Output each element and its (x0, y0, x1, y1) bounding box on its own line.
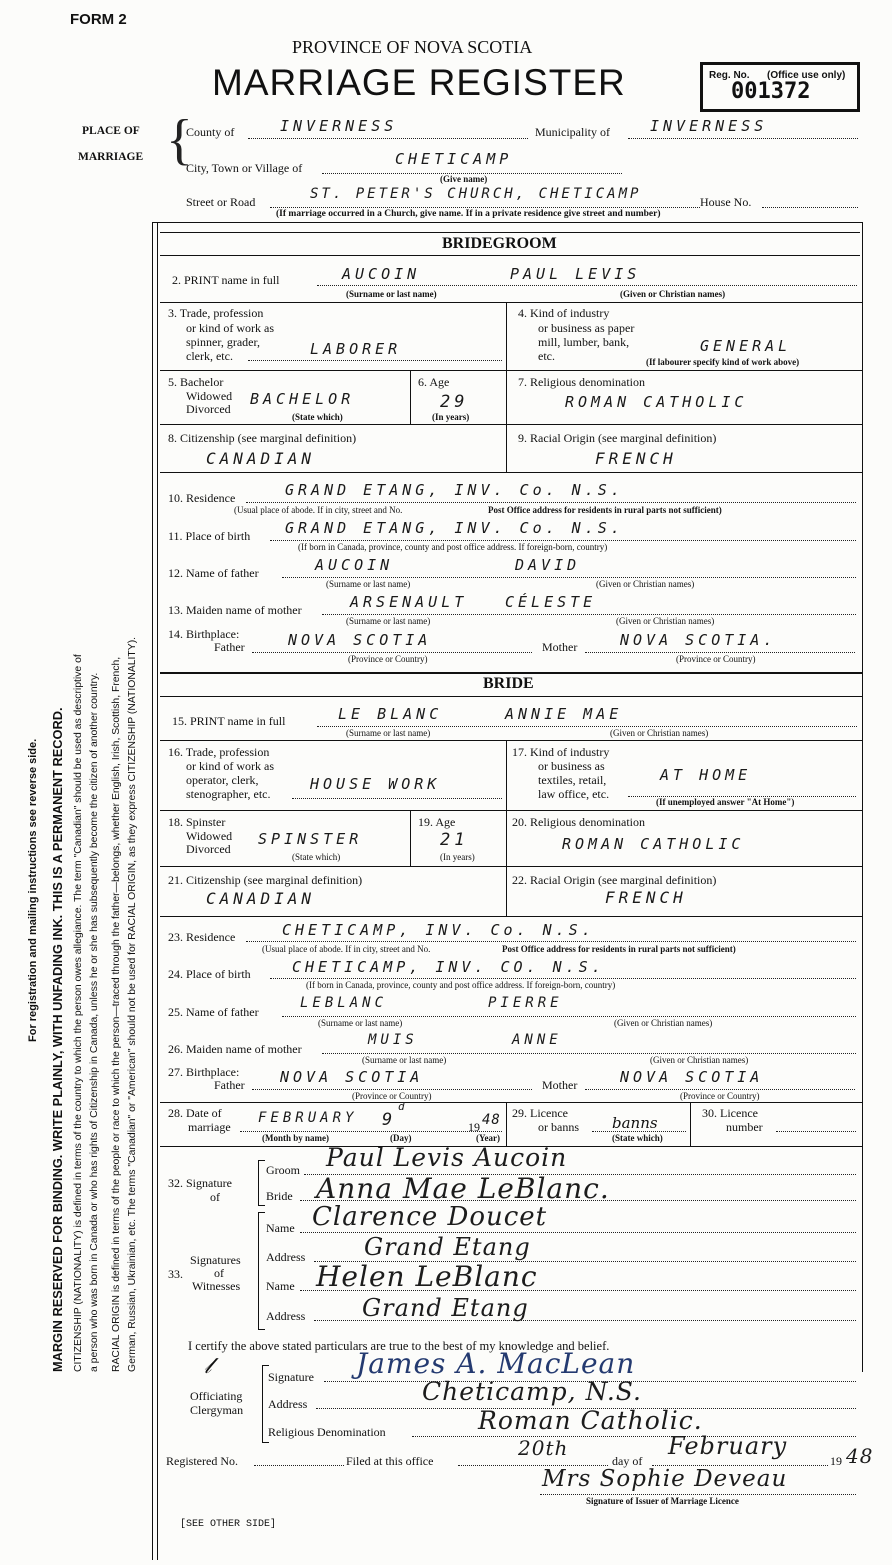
bride-father-line (282, 1016, 856, 1017)
groom-l4-cap: (If labourer specify kind of work above) (646, 357, 800, 367)
street-value: ST. PETER'S CHURCH, CHETICAMP (310, 186, 642, 202)
bride-trade-line (292, 798, 502, 799)
margin-instructions: For registration and mailing instructions see reverse side. (27, 738, 39, 1042)
groom-mother-prov-cap: (Province or Country) (676, 654, 756, 664)
witness-label-a: Signatures (190, 1253, 241, 1267)
licence-l29a: 29. Licence (512, 1106, 568, 1120)
groom-l8: 8. Citizenship (see marginal definition) (168, 431, 357, 445)
municipality-line (628, 138, 858, 139)
groom-mother-surname-cap: (Surname or last name) (346, 616, 431, 626)
reg-no-label: Reg. No. (709, 70, 750, 81)
bride-l27: 27. Birthplace: (168, 1065, 240, 1079)
bride-l24: 24. Place of birth (168, 967, 251, 981)
clergy-label-a: Officiating (190, 1389, 243, 1403)
groom-father-bp-label: Father (214, 640, 245, 654)
bride-l25: 25. Name of father (168, 1005, 259, 1019)
bride-birthplace: CHETICAMP, INV. CO. N.S. (292, 958, 605, 976)
w2-addr-label: Address (266, 1309, 306, 1323)
marriage-month: FEBRUARY (258, 1110, 358, 1126)
issuer-line (540, 1494, 856, 1495)
groom-res-line (246, 502, 856, 503)
bride-mother-prov-cap: (Province or Country) (680, 1091, 760, 1101)
bride-l18b: Widowed (186, 829, 233, 843)
witness2-name: Helen LeBlanc (316, 1260, 538, 1293)
bride-l22: 22. Racial Origin (see marginal definition) (512, 873, 717, 887)
groom-l2-text: 2. PRINT name in full (172, 273, 280, 287)
groom-row5-div2 (506, 370, 507, 424)
clergy-sig-label: Signature (268, 1370, 314, 1384)
witness1-name: Clarence Doucet (312, 1202, 548, 1232)
witness-label-b: of (214, 1266, 224, 1280)
reg-no-box (700, 62, 860, 112)
bride-row18-div2 (506, 810, 507, 866)
groom-father-prov-cap: (Province or Country) (348, 654, 428, 664)
margin-binding: MARGIN RESERVED FOR BINDING. WRITE PLAINLY, WITH UNFADING INK. THIS IS A PERMANENT RECORD. (50, 707, 65, 1372)
bride-residence: CHETICAMP, INV. Co. N.S. (282, 921, 595, 939)
bride-mother-bp-label: Mother (542, 1078, 578, 1092)
day-of-label: day of (612, 1454, 643, 1468)
groom-father-given-cap: (Given or Christian names) (596, 579, 695, 589)
groom-trade: LABORER (310, 340, 402, 358)
bride-res-cap-a: (Usual place of abode. If in city, street and No. (262, 944, 431, 954)
bride-given: ANNIE MAE (505, 705, 623, 723)
bride-industry: AT HOME (660, 766, 752, 784)
groom-religion: ROMAN CATHOLIC (565, 393, 748, 411)
issuer-caption: Signature of Issuer of Marriage Licence (586, 1496, 739, 1506)
city-label: City, Town or Village of (186, 161, 303, 175)
clergy-address: Cheticamp, N.S. (422, 1377, 642, 1406)
bride-res-cap-b: Post Office address for residents in rural parts not sufficient) (502, 944, 736, 954)
issuer-signature: Mrs Sophie Deveau (542, 1466, 788, 1492)
sig-l33: 33. (168, 1267, 183, 1281)
groom-l3c: spinner, grader, (186, 335, 261, 349)
bride-mother-birthplace: NOVA SCOTIA (620, 1068, 764, 1086)
groom-signature: Paul Levis Aucoin (326, 1143, 568, 1172)
groom-l14: 14. Birthplace: (168, 627, 240, 641)
filed-day: 20th (518, 1436, 569, 1460)
bride-mother-line (322, 1053, 856, 1054)
bride-l17c: textiles, retail, (538, 773, 607, 787)
bride-father-bp-label: Father (214, 1078, 245, 1092)
house-label: House No. (700, 195, 752, 209)
county-label: County of (186, 125, 235, 139)
sig-l32: 32. Signature (168, 1176, 232, 1190)
bride-father-bp-line (252, 1089, 532, 1090)
bride-l21: 21. Citizenship (see marginal definition) (168, 873, 363, 887)
groom-heading: BRIDEGROOM (442, 235, 557, 252)
groom-l2 (172, 274, 279, 286)
street-label: Street or Road (186, 195, 256, 209)
bride-l17d: law office, etc. (538, 787, 610, 801)
see-other-side: [SEE OTHER SIDE] (180, 1519, 277, 1530)
city-value: CHETICAMP (395, 150, 513, 168)
bride-signature: Anna Mae LeBlanc. (316, 1172, 610, 1205)
bride-l16a: 16. Trade, profession (168, 745, 270, 759)
groom-residence: GRAND ETANG, INV. Co. N.S. (285, 481, 624, 499)
bride-l26: 26. Maiden name of mother (168, 1042, 302, 1056)
groom-mother-given-cap: (Given or Christian names) (616, 616, 715, 626)
witness1-address: Grand Etang (364, 1233, 531, 1261)
municipality-label: Municipality of (535, 125, 610, 139)
groom-birth-cap: (If born in Canada, province, county and post office address. If foreign-born, country) (298, 542, 608, 552)
groom-row5-top (160, 370, 862, 371)
groom-mother-line (322, 614, 856, 615)
bride-l17-cap: (If unemployed answer "At Home") (656, 797, 795, 807)
give-name-caption: (Give name) (440, 174, 488, 184)
date-l28b: marriage (188, 1120, 231, 1134)
house-line (762, 207, 858, 208)
marriage-label: MARRIAGE (78, 151, 144, 163)
margin-racial-1: RACIAL ORIGIN is defined in terms of the people or race to which the person—traced through the father—belongs, whether English, Irish, Scottish, French, (111, 656, 122, 1372)
date-row-div1 (506, 1102, 507, 1146)
bride-row18-div1 (410, 810, 411, 866)
groom-row3-top (160, 302, 862, 303)
place-of-label: PLACE OF (82, 125, 140, 137)
bride-l18a: 18. Spinster (168, 815, 226, 829)
sig-bracket-1 (258, 1160, 265, 1206)
margin-citizenship-2: a person who was born in Canada or who has rights of Citizenship in Canada, unless he or she has subsequently become the citizen of another country. (89, 672, 100, 1372)
bride-surname-cap: (Surname or last name) (346, 728, 431, 738)
municipality-value: INVERNESS (650, 117, 768, 135)
bride-religion: ROMAN CATHOLIC (562, 835, 745, 853)
groom-father-bp-line (252, 652, 532, 653)
county-line (248, 138, 528, 139)
groom-mother-bp-line (585, 652, 855, 653)
date-day-cap: (Day) (390, 1133, 412, 1143)
bride-father-given: PIERRE (488, 995, 563, 1011)
bride-l16b: or kind of work as (186, 759, 274, 773)
bride-res-line (246, 941, 856, 942)
licence-l30a: 30. Licence (702, 1106, 758, 1120)
bride-mother-given-cap: (Given or Christian names) (650, 1055, 749, 1065)
groom-sig-label: Groom (266, 1163, 300, 1177)
groom-row8-top (160, 424, 862, 425)
date-line (240, 1131, 502, 1132)
groom-given: PAUL LEVIS (510, 265, 641, 283)
reg-no-value: 001372 (731, 79, 811, 104)
bride-name-line (317, 726, 857, 727)
bride-state-cap: (State which) (292, 852, 341, 862)
groom-state-cap: (State which) (292, 412, 343, 422)
groom-l5a: 5. Bachelor (168, 375, 224, 389)
frame-top (152, 222, 862, 223)
witness-label-c: Witnesses (192, 1279, 241, 1293)
groom-name-line (317, 285, 857, 286)
bride-birth-cap: (If born in Canada, province, county and post office address. If foreign-born, country) (306, 980, 616, 990)
bride-father-surname: LEBLANC (300, 995, 388, 1011)
groom-mother-bp-label: Mother (542, 640, 578, 654)
province-heading: PROVINCE OF NOVA SCOTIA (292, 37, 533, 57)
groom-res-cap-b: Post Office address for residents in rural parts not sufficient) (488, 505, 722, 515)
w2-name-label: Name (266, 1279, 295, 1293)
bride-mother-bp-line (585, 1089, 855, 1090)
bride-l19: 19. Age (418, 815, 456, 829)
frame-right (862, 222, 863, 1372)
groom-l5b: Widowed (186, 389, 233, 403)
groom-mother-birthplace: NOVA SCOTIA. (620, 631, 777, 649)
bride-status: SPINSTER (258, 830, 363, 848)
brace: { (166, 109, 193, 171)
margin-racial-2: German, Russian, Ukrainian, etc. The terms "Canadian" or "American" should not be used for RACIAL ORIGIN, as they express CITIZENSHIP (NATIONALITY). (127, 636, 138, 1372)
bride-origin: FRENCH (605, 888, 687, 907)
clergy-label-b: Clergyman (190, 1403, 244, 1417)
groom-industry: GENERAL (700, 337, 792, 355)
licence-no-line (776, 1131, 856, 1132)
marriage-year: 48 (482, 1112, 501, 1128)
groom-row5-div1 (410, 370, 411, 424)
bride-surname: LE BLANC (338, 705, 443, 723)
groom-citizenship: CANADIAN (206, 449, 316, 468)
bride-row16-top (160, 740, 862, 741)
groom-surname-cap: (Surname or last name) (346, 289, 437, 299)
groom-l12: 12. Name of father (168, 566, 259, 580)
groom-l3b: or kind of work as (186, 321, 274, 335)
groom-father-surname-cap: (Surname or last name) (326, 579, 411, 589)
banns-value: banns (612, 1114, 658, 1132)
bride-sig-label: Bride (266, 1189, 293, 1203)
clergy-signature: James A. MacLean (356, 1347, 636, 1380)
filed-label: Filed at this office (346, 1454, 434, 1468)
groom-l10: 10. Residence (168, 491, 236, 505)
clergy-addr-label: Address (268, 1397, 308, 1411)
marriage-day: 9 (382, 1110, 397, 1130)
groom-father-birthplace: NOVA SCOTIA (288, 631, 432, 649)
street-line (270, 207, 700, 208)
groom-row8-div (506, 424, 507, 472)
office-use-label: (Office use only) (767, 70, 846, 81)
bride-l18c: Divorced (186, 842, 231, 856)
groom-l4b: or business as paper (538, 321, 635, 335)
w1-addr-label: Address (266, 1250, 306, 1264)
groom-l13: 13. Maiden name of mother (168, 603, 302, 617)
groom-res-cap-a: (Usual place of abode. If in city, street and No. (234, 505, 403, 515)
bride-l20: 20. Religious denomination (512, 815, 645, 829)
groom-birth-line (270, 540, 856, 541)
date-row-top (160, 1102, 862, 1103)
w1-name-label: Name (266, 1221, 295, 1235)
registered-line (254, 1465, 344, 1466)
bride-trade: HOUSE WORK (310, 775, 441, 793)
marriage-day-sup: d (398, 1100, 409, 1113)
bride-l17a: 17. Kind of industry (512, 745, 610, 759)
bride-father-prov-cap: (Province or Country) (352, 1091, 432, 1101)
bride-birth-line (270, 978, 856, 979)
date-l28a: 28. Date of (168, 1106, 222, 1120)
bride-heading: BRIDE (483, 675, 534, 692)
groom-l9: 9. Racial Origin (see marginal definition) (518, 431, 717, 445)
frame-left-inner (157, 222, 158, 1560)
groom-origin: FRENCH (595, 449, 677, 468)
groom-l6: 6. Age (418, 375, 450, 389)
bride-l15: 15. PRINT name in full (172, 714, 286, 728)
bride-age: 21 (440, 830, 469, 850)
groom-trade-line (248, 360, 502, 361)
groom-l11: 11. Place of birth (168, 529, 251, 543)
bride-mother-surname-cap: (Surname or last name) (362, 1055, 447, 1065)
bride-l23: 23. Residence (168, 930, 236, 944)
groom-mother-surname: ARSENAULT (350, 593, 468, 611)
margin-citizenship-1: CITIZENSHIP (NATIONALITY) is defined in terms of the country to which the person owes allegiance. The term "Canadian" should be used as descriptive of (73, 654, 84, 1372)
clergy-denom-label: Religious Denomination (268, 1425, 386, 1439)
date-year-cap: (Year) (476, 1133, 500, 1143)
bride-years-cap: (In years) (440, 852, 475, 862)
marriage-year-prefix: 19 (468, 1120, 480, 1134)
banns-cap: (State which) (612, 1133, 663, 1143)
groom-l5c: Divorced (186, 402, 231, 416)
county-value: INVERNESS (280, 117, 398, 135)
bride-mother-given: ANNE (512, 1032, 562, 1048)
groom-mother-given: CÉLESTE (505, 593, 597, 611)
bride-given-cap: (Given or Christian names) (610, 728, 709, 738)
bride-mother-surname: MUIS (368, 1032, 418, 1048)
bride-l16d: stenographer, etc. (186, 787, 271, 801)
street-note: (If marriage occurred in a Church, give name. If in a private residence give street and number) (276, 209, 661, 219)
bride-l17b: or business as (538, 759, 605, 773)
form-label: FORM 2 (70, 11, 127, 28)
groom-given-cap: (Given or Christian names) (620, 289, 726, 299)
page-title: MARRIAGE REGISTER (212, 62, 626, 103)
bride-row16-div (506, 740, 507, 810)
certify-text: I certify the above stated particulars are true to the best of my knowledge and belief. (188, 1339, 610, 1353)
bride-row18-top (160, 810, 862, 811)
groom-row10-top (160, 472, 862, 473)
sig-of: of (210, 1190, 220, 1204)
filed-year-prefix: 19 (830, 1454, 842, 1468)
witness-bracket (258, 1212, 265, 1330)
groom-l7: 7. Religious denomination (518, 375, 645, 389)
groom-row3-divider (506, 302, 507, 370)
groom-years-cap: (In years) (432, 412, 470, 422)
bride-row21-top (160, 866, 862, 867)
frame-left-outer (152, 222, 153, 1560)
groom-father-surname: AUCOIN (315, 556, 394, 574)
bride-l16c: operator, clerk, (186, 773, 259, 787)
groom-l4c: mill, lumber, bank, (538, 335, 630, 349)
bride-row21-div (506, 866, 507, 916)
groom-l3d: clerk, etc. (186, 349, 233, 363)
registered-label: Registered No. (166, 1454, 238, 1468)
clergy-mark: 𝓁 (204, 1354, 212, 1379)
groom-father-line (282, 577, 856, 578)
groom-age: 29 (440, 392, 469, 412)
bride-father-birthplace: NOVA SCOTIA (280, 1068, 424, 1086)
groom-l4a: 4. Kind of industry (518, 306, 610, 320)
groom-l3a: 3. Trade, profession (168, 306, 264, 320)
witness2-address: Grand Etang (362, 1294, 529, 1322)
bride-citizenship: CANADIAN (206, 889, 316, 908)
filed-year: 48 (846, 1444, 874, 1468)
date-row-div2 (690, 1102, 691, 1146)
date-month-cap: (Month by name) (262, 1133, 329, 1143)
groom-father-given: DAVID (515, 556, 581, 574)
groom-l4d: etc. (538, 349, 555, 363)
licence-l30b: number (726, 1120, 763, 1134)
filed-month: February (668, 1432, 788, 1460)
clergy-denomination: Roman Catholic. (478, 1406, 703, 1435)
groom-status: BACHELOR (250, 390, 355, 408)
bride-father-given-cap: (Given or Christian names) (614, 1018, 713, 1028)
licence-l29b: or banns (538, 1120, 579, 1134)
groom-surname: AUCOIN (342, 265, 421, 283)
clergy-denom-line (412, 1436, 856, 1437)
bride-row23-top (160, 916, 862, 917)
bride-father-surname-cap: (Surname or last name) (318, 1018, 403, 1028)
groom-birthplace: GRAND ETANG, INV. Co. N.S. (285, 519, 624, 537)
